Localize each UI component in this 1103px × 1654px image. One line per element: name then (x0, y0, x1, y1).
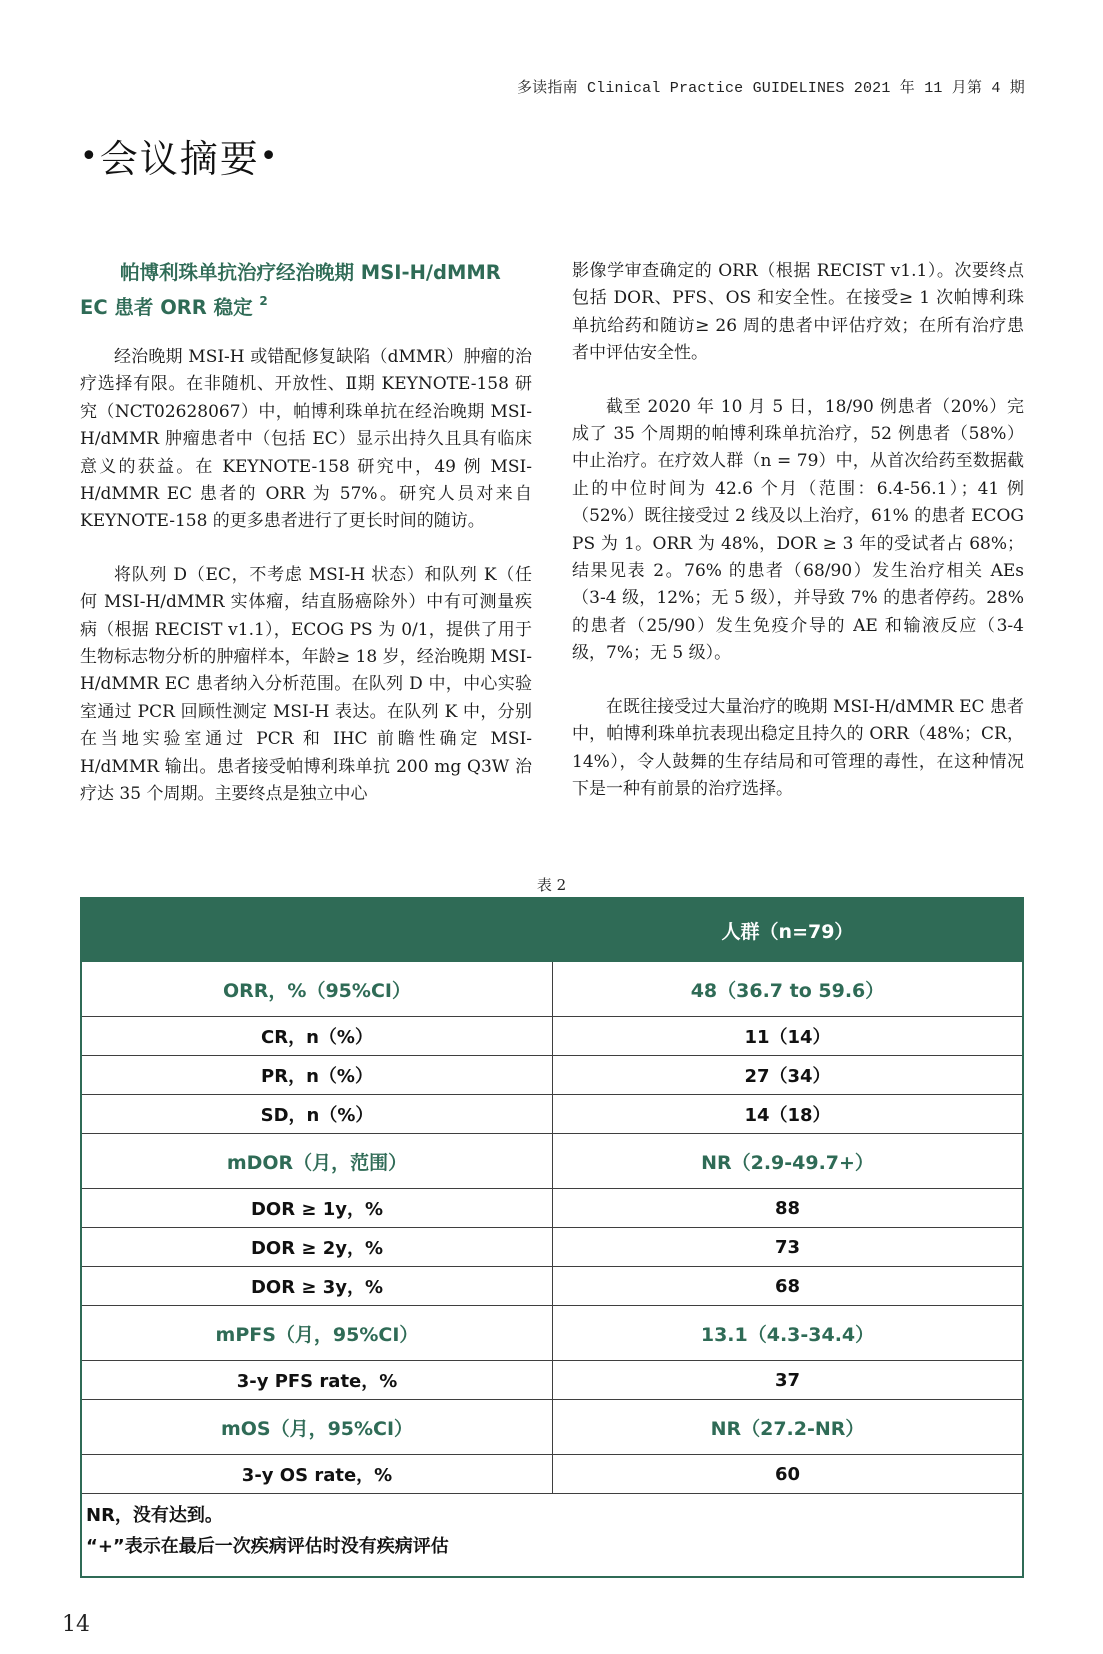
results-table-wrapper (80, 897, 1024, 1578)
page-number: 14 (62, 1612, 90, 1637)
table-row (81, 1228, 1023, 1267)
table-row (81, 1134, 1023, 1189)
table-row (81, 1306, 1023, 1361)
table-row (81, 1189, 1023, 1228)
right-paragraph-3: 在既往接受过大量治疗的晚期 MSI-H/dMMR EC 患者中，帕博利珠单抗表现出稳定且持久的 ORR（48%；CR，14%），令人鼓舞的生存结局和可管理的毒性，在这种情况下是一种有前景的治疗选择。 (572, 696, 1024, 799)
row-value: 13.1（4.3-34.4） (553, 1306, 1024, 1361)
row-label: DOR ≥ 2y，% (81, 1228, 553, 1267)
table-row (81, 1095, 1023, 1134)
right-paragraph-2: 截至 2020 年 10 月 5 日，18/90 例患者（20%）完成了 35 个周期的帕博利珠单抗治疗，52 例患者（58%）中止治疗。在疗效人群（n = 79）中，从首次给药至数据截止的中位时间为 42.6 个月（范围：6.4-56.1）；41 例（52%）既往接受过 2 线及以上治疗，61% 的患者 ECOG PS 为 1。ORR 为 48%，DOR ≥ 3 年的受试者占 68%；结果见表 2。76% 的患者（68/90）发生治疗相关 AEs（3-4 级，12%；无 5 级），并导致 7% 的患者停药。28% 的患者（25/90）发生免疫介导的 AE 和输液反应（3-4 级，7%；无 5 级）。 (572, 396, 1024, 664)
table-row (81, 1361, 1023, 1400)
table-header-row (81, 898, 1023, 962)
row-label: 3-y PFS rate，% (81, 1361, 553, 1400)
right-column (572, 258, 1024, 829)
row-value: NR（27.2-NR） (553, 1400, 1024, 1455)
row-value: 88 (553, 1189, 1024, 1228)
table-footnotes (81, 1494, 1023, 1578)
table-row (81, 962, 1023, 1017)
table-footnote-row (81, 1494, 1023, 1578)
footnote-nr: NR，没有达到。 (86, 1505, 223, 1526)
table-row (81, 1455, 1023, 1494)
row-value: 68 (553, 1267, 1024, 1306)
row-label: DOR ≥ 3y，% (81, 1267, 553, 1306)
article-heading-text: 帕博利珠单抗治疗经治晚期 MSI-H/dMMR EC 患者 ORR 稳定 (80, 261, 501, 319)
row-value: 73 (553, 1228, 1024, 1267)
footnote-plus: “+”表示在最后一次疾病评估时没有疾病评估 (86, 1536, 449, 1557)
row-value: NR（2.9-49.7+） (553, 1134, 1024, 1189)
table-row (81, 1056, 1023, 1095)
row-label: CR，n（%） (81, 1017, 553, 1056)
table-header-value: 人群（n=79） (553, 898, 1024, 962)
table-row (81, 1267, 1023, 1306)
row-label: mDOR（月，范围） (81, 1134, 553, 1189)
article-heading-ref: 2 (259, 294, 268, 308)
row-label: mPFS（月，95%CI） (81, 1306, 553, 1361)
running-header: 多读指南 Clinical Practice GUIDELINES 2021 年 11 月第 4 期 (516, 80, 1025, 97)
table-row (81, 1017, 1023, 1056)
row-label: 3-y OS rate，% (81, 1455, 553, 1494)
row-label: PR，n（%） (81, 1056, 553, 1095)
section-title (80, 128, 279, 183)
row-label: ORR，%（95%CI） (81, 962, 553, 1017)
results-table (80, 897, 1024, 1578)
table-caption: 表 2 (536, 876, 567, 894)
row-value: 60 (553, 1455, 1024, 1494)
row-value: 27（34） (553, 1056, 1024, 1095)
left-column (80, 258, 532, 835)
row-label: SD，n（%） (81, 1095, 553, 1134)
right-paragraph-1: 影像学审查确定的 ORR（根据 RECIST v1.1）。次要终点包括 DOR、PFS、OS 和安全性。在接受≥ 1 次帕博利珠单抗给药和随访≥ 26 周的患者中评估疗效；在所有治疗患者中评估安全性。 (572, 261, 1024, 364)
row-value: 37 (553, 1361, 1024, 1400)
table-header-label (81, 898, 553, 962)
left-paragraph-2: 将队列 D（EC，不考虑 MSI-H 状态）和队列 K（任何 MSI-H/dMMR 实体瘤，结直肠癌除外）中有可测量疾病（根据 RECIST v1.1），ECOG PS 为 0/1，提供了用于生物标志物分析的肿瘤样本，年龄≥ 18 岁，经治晚期 MSI-H/dMMR EC 患者纳入分析范围。在队列 D 中，中心实验室通过 PCR 回顾性测定 MSI-H 表达。在队列 K 中，分别在当地实验室通过 PCR 和 IHC 前瞻性确定 MSI-H/dMMR 输出。患者接受帕博利珠单抗 200 mg Q3W 治疗达 35 个周期。主要终点是独立中心 (80, 564, 532, 805)
section-title-text: 会议摘要 (99, 137, 260, 181)
row-label: DOR ≥ 1y，% (81, 1189, 553, 1228)
row-label: mOS（月，95%CI） (81, 1400, 553, 1455)
article-heading (80, 258, 532, 322)
left-paragraph-1: 经治晚期 MSI-H 或错配修复缺陷（dMMR）肿瘤的治疗选择有限。在非随机、开放性、Ⅱ期 KEYNOTE-158 研究（NCT02628067）中，帕博利珠单抗在经治晚期 MSI-H/dMMR 肿瘤患者中（包括 EC）显示出持久且具有临床意义的获益。在 KEYNOTE-158 研究中，49 例 MSI-H/dMMR EC 患者的 ORR 为 57%。研究人员对来自 KEYNOTE-158 的更多患者进行了更长时间的随访。 (80, 347, 532, 532)
bullet-dot-right: • (259, 139, 280, 174)
row-value: 48（36.7 to 59.6） (553, 962, 1024, 1017)
bullet-dot-left: • (80, 139, 100, 174)
row-value: 11（14） (553, 1017, 1024, 1056)
row-value: 14（18） (553, 1095, 1024, 1134)
table-row (81, 1400, 1023, 1455)
